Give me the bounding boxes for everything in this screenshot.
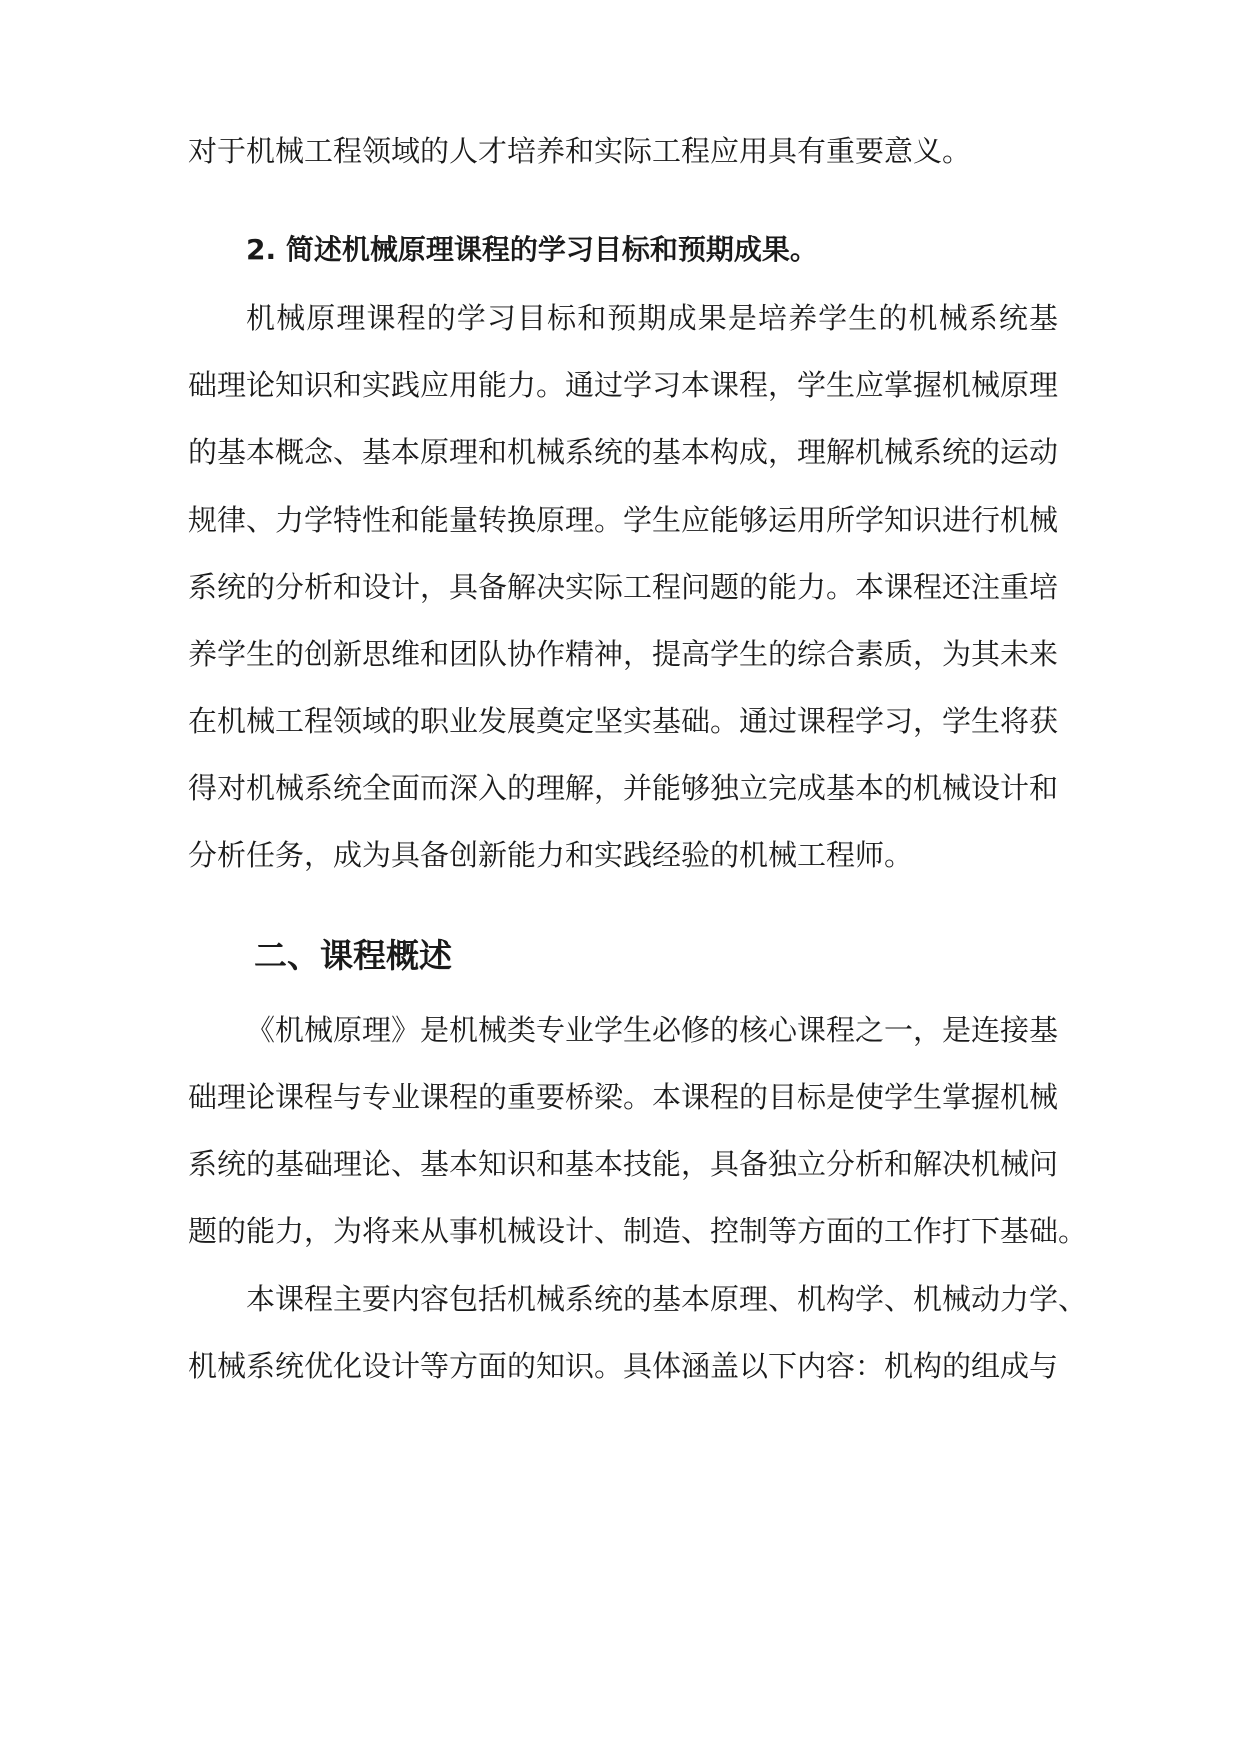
paragraph-line: 养学生的创新思维和团队协作精神，提高学生的综合素质，为其未来 (188, 637, 1059, 671)
paragraph-line: 础理论课程与专业课程的重要桥梁。本课程的目标是使学生掌握机械 (188, 1080, 1059, 1114)
paragraph-line: 题的能力，为将来从事机械设计、制造、控制等方面的工作打下基础。 (188, 1214, 1088, 1248)
paragraph-line: 系统的基础理论、基本知识和基本技能，具备独立分析和解决机械问 (188, 1147, 1059, 1181)
intro-paragraph-tail: 对于机械工程领域的人才培养和实际工程应用具有重要意义。 (188, 134, 972, 168)
paragraph-line: 系统的分析和设计，具备解决实际工程问题的能力。本课程还注重培 (188, 570, 1059, 604)
paragraph-line: 在机械工程领域的职业发展奠定坚实基础。通过课程学习，学生将获 (188, 704, 1059, 738)
question-heading: 2. 简述机械原理课程的学习目标和预期成果。 (246, 233, 818, 266)
paragraph-line: 机械原理课程的学习目标和预期成果是培养学生的机械系统基 (246, 301, 1058, 335)
paragraph-line: 分析任务，成为具备创新能力和实践经验的机械工程师。 (188, 838, 914, 872)
paragraph-line: 的基本概念、基本原理和机械系统的基本构成，理解机械系统的运动 (188, 435, 1059, 469)
paragraph-line: 础理论知识和实践应用能力。通过学习本课程，学生应掌握机械原理 (188, 368, 1059, 402)
paragraph-line: 机械系统优化设计等方面的知识。具体涵盖以下内容：机构的组成与 (188, 1349, 1059, 1383)
paragraph-line: 本课程主要内容包括机械系统的基本原理、机构学、机械动力学、 (246, 1282, 1088, 1316)
paragraph-line: 得对机械系统全面而深入的理解，并能够独立完成基本的机械设计和 (188, 771, 1059, 805)
section-heading: 二、课程概述 (254, 936, 452, 975)
paragraph-line: 《机械原理》是机械类专业学生必修的核心课程之一，是连接基 (246, 1013, 1059, 1047)
paragraph-line: 规律、力学特性和能量转换原理。学生应能够运用所学知识进行机械 (188, 503, 1059, 537)
